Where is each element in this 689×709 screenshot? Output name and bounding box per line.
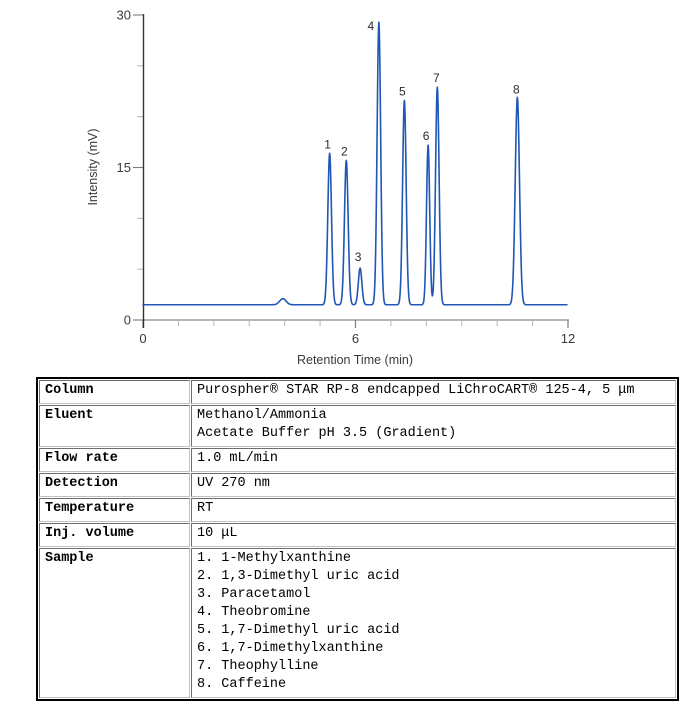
conditions-table-grid [36,377,679,701]
condition-label: Flow rate [39,448,190,472]
condition-label: Inj. volume [39,523,190,547]
table-row [39,548,676,698]
condition-label: Sample [39,548,190,698]
peak-label-2: 2 [340,144,348,159]
condition-value: 10 μL [191,523,676,547]
x-tick-label: 6 [351,331,360,346]
condition-label: Detection [39,473,190,497]
peak-label-6: 6 [422,129,430,144]
x-tick-label: 12 [560,331,576,346]
table-row [39,448,676,472]
peak-label-5: 5 [399,84,406,99]
y-tick-label: 15 [116,160,131,175]
table-row [39,405,676,447]
condition-label: Temperature [39,498,190,522]
peak-label-3: 3 [354,250,362,265]
table-row [39,473,676,497]
conditions-table-body [39,380,676,698]
table-row [39,380,676,404]
plot-area [117,8,576,347]
table-row [39,523,676,547]
peak-label-1: 1 [324,137,331,152]
peak-label-7: 7 [432,71,440,86]
condition-value: UV 270 nm [191,473,676,497]
y-axis-title: Intensity (mV) [86,128,100,206]
conditions-table [36,377,679,701]
x-axis-title: Retention Time (min) [296,353,414,367]
condition-value: Purospher® STAR RP-8 endcapped LiChroCART® 125-4, 5 μm [191,380,676,404]
peak-label-4: 4 [367,19,375,34]
condition-value: RT [191,498,676,522]
condition-value: 1. 1-Methylxanthine 2. 1,3-Dimethyl uric acid 3. Paracetamol 4. Theobromine 5. 1,7-Dimethyl uric acid 6. 1,7-Dimethylxanthine 7. Theophylline 8. Caffeine [191,548,676,698]
condition-value: Methanol/Ammonia Acetate Buffer pH 3.5 (Gradient) [191,405,676,447]
condition-value: 1.0 mL/min [191,448,676,472]
x-tick-label: 0 [139,331,147,346]
table-row [39,498,676,522]
y-tick-label: 30 [116,7,131,23]
y-tick-label: 0 [123,312,131,328]
condition-label: Column [39,380,190,404]
condition-label: Eluent [39,405,190,447]
peak-label-8: 8 [513,82,520,97]
